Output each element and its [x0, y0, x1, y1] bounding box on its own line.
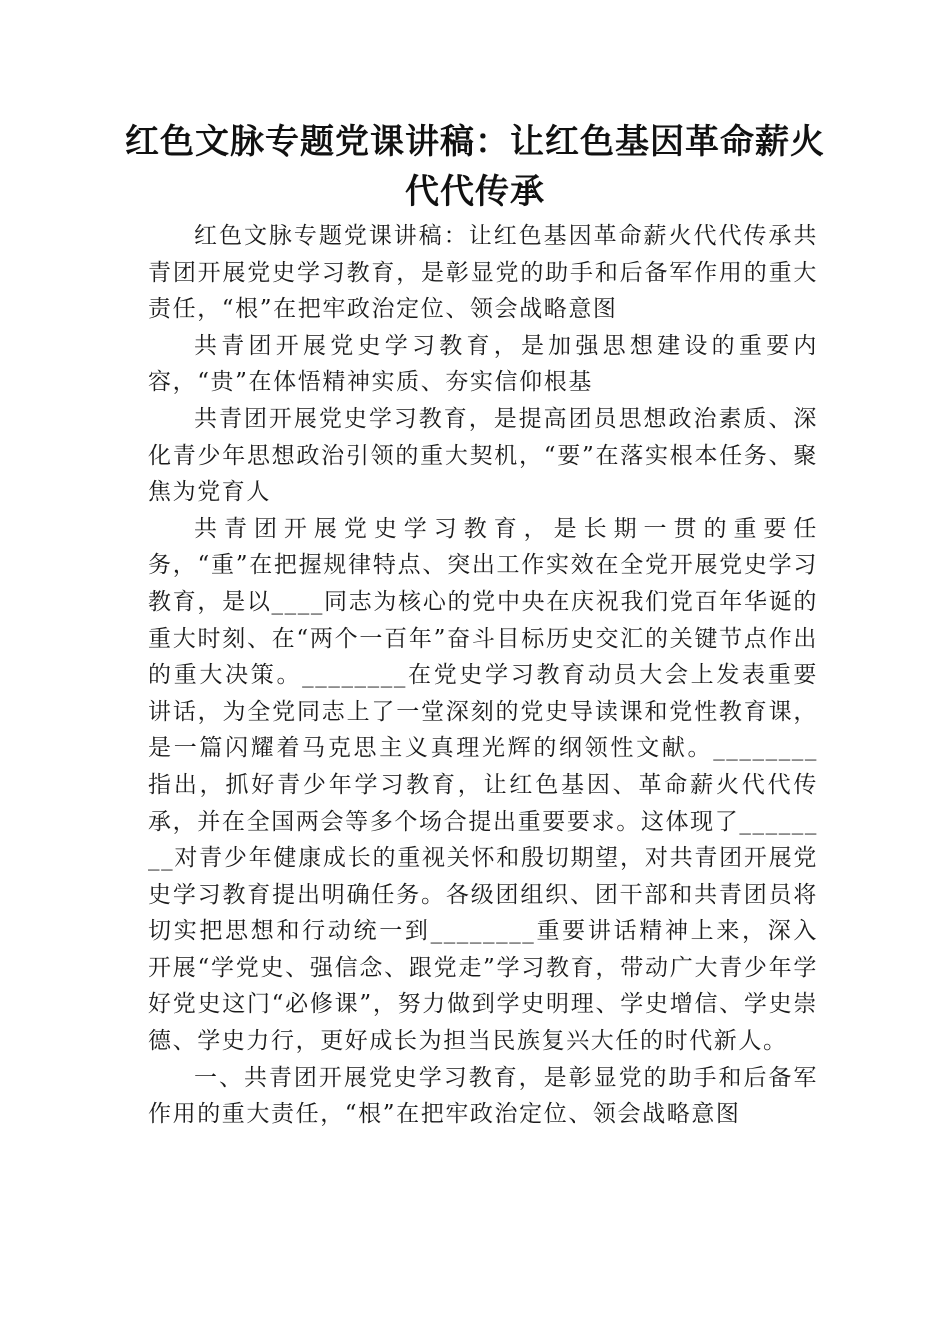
paragraph: 一、共青团开展党史学习教育，是彰显党的助手和后备军作用的重大责任，“根”在把牢政治定位、领会战略意图	[148, 1064, 818, 1128]
title-line-1: 红色文脉专题党课讲稿：让红色基因革命薪火	[125, 122, 825, 162]
paragraph: 红色文脉专题党课讲稿：让红色基因革命薪火代代传承共青团开展党史学习教育，是彰显党的助手和后备军作用的重大责任，“根”在把牢政治定位、领会战略意图	[148, 223, 818, 323]
document-title	[120, 117, 830, 217]
paragraph: 共青团开展党史学习教育，是提高团员思想政治素质、深化青少年思想政治引领的重大契机，“要”在落实根本任务、聚焦为党育人	[148, 405, 818, 506]
paragraph: 共青团开展党史学习教育，是加强思想建设的重要内容，“贵”在体悟精神实质、夯实信仰根基	[148, 332, 818, 396]
paragraph: 共青团开展党史学习教育，是长期一贯的重要任务，“重”在把握规律特点、突出工作实效在全党开展党史学习教育，是以____同志为核心的党中央在庆祝我们党百年华诞的重大时刻、在“两个一百年”奋斗目标历史交汇的关键节点作出的重大决策。________在党史学习教育动员大会上发表重要讲话，为全党同志上了一堂深刻的党史导读课和党性教育课，是一篇闪耀着马克思主义真理光辉的纲领性文献。________指出，抓好青少年学习教育，让红色基因、革命薪火代代传承，并在全国两会等多个场合提出重要要求。这体现了________对青少年健康成长的重视关怀和殷切期望，对共青团开展党史学习教育提出明确任务。各级团组织、团干部和共青团员将切实把思想和行动统一到________重要讲话精神上来，深入开展“学党史、强信念、跟党走”学习教育，带动广大青少年学好党史这门“必修课”，努力做到学史明理、学史增信、学史崇德、学史力行，更好成长为担当民族复兴大任的时代新人。	[148, 515, 818, 1055]
title-line-2: 代代传承	[405, 172, 545, 212]
document-body	[148, 218, 818, 1133]
